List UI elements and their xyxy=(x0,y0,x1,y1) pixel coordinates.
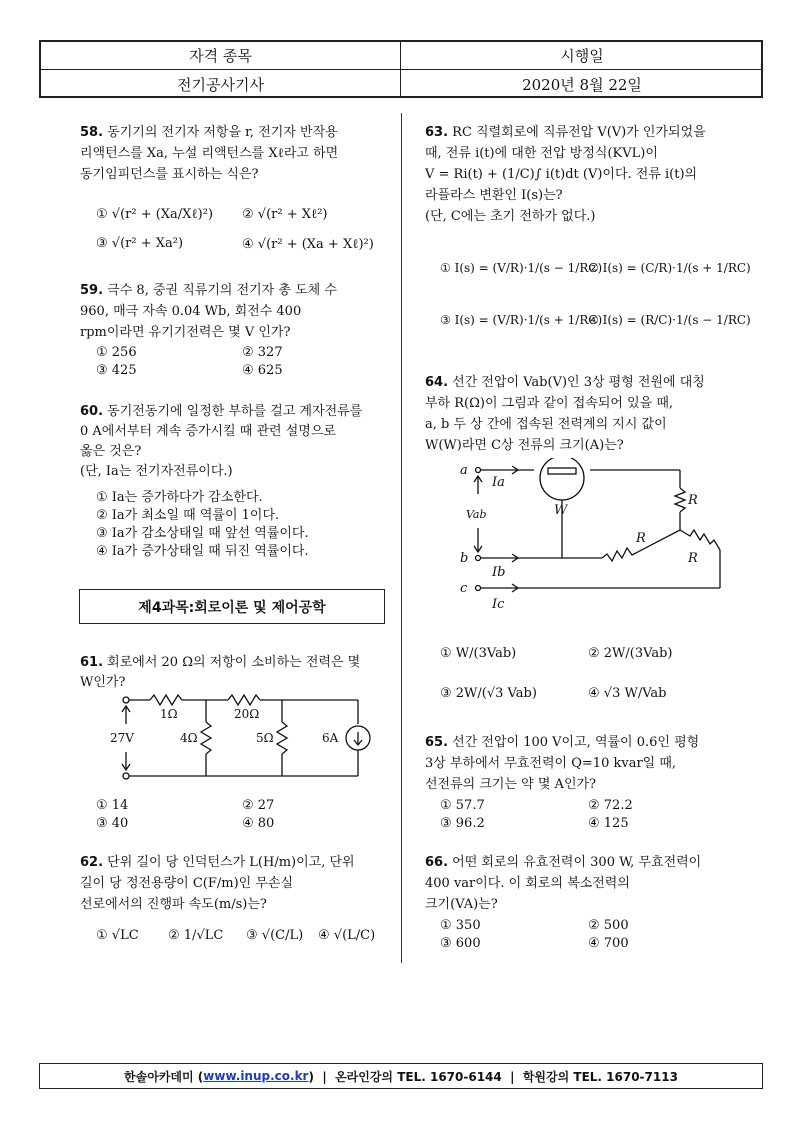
resistor-r3-label: R xyxy=(688,551,698,566)
option-4[interactable]: ④ I(s) = (R/C)·1/(s − 1/RC) xyxy=(588,313,751,327)
question-64-circuit xyxy=(452,458,737,618)
question-58-options xyxy=(96,194,396,264)
question-61-circuit xyxy=(110,692,380,784)
option-1[interactable]: ① Ia는 증가하다가 감소한다. xyxy=(96,490,263,505)
question-text: 동기기의 전기자 저항을 r, 전기자 반작용 리액턴스를 Xa, 누설 리액턴스를 Xℓ라고 하면 동기임피던스를 표시하는 식은? xyxy=(80,125,339,182)
option-4[interactable]: ④ √(L/C) xyxy=(318,928,376,943)
option-1[interactable]: ① 350 xyxy=(440,918,481,933)
option-2[interactable]: ② 1/√LC xyxy=(168,928,224,943)
question-number: 59. xyxy=(80,283,104,298)
question-62 xyxy=(80,852,395,915)
resistor-r2-label: R xyxy=(636,531,646,546)
wattmeter-label: W xyxy=(554,503,568,518)
current-a-label: Ia xyxy=(492,475,505,490)
question-number: 63. xyxy=(425,125,449,140)
question-number: 58. xyxy=(80,125,104,140)
option-2[interactable]: ② 2W/(3Vab) xyxy=(588,646,673,661)
current-label: 6A xyxy=(322,731,339,745)
column-divider xyxy=(401,113,402,963)
resistor-3-label: 4Ω xyxy=(180,731,198,745)
page-footer xyxy=(39,1063,763,1089)
option-2[interactable]: ② 500 xyxy=(588,918,629,933)
question-62-options xyxy=(96,928,396,954)
question-61 xyxy=(80,653,395,693)
terminal-c-label: c xyxy=(460,581,468,596)
question-text: 선간 전압이 100 V이고, 역률이 0.6인 평형 3상 부하에서 무효전력이 Q=10 kvar일 때, 선전류의 크기는 약 몇 A인가? xyxy=(425,735,700,792)
exam-header-table xyxy=(39,40,763,98)
option-4[interactable]: ④ √(r² + (Xa + Xℓ)²) xyxy=(242,237,374,252)
question-65 xyxy=(425,732,735,795)
question-text: 극수 8, 중권 직류기의 전기자 총 도체 수 960, 매극 자속 0.04 Wb, 회전수 400 rpm이라면 유기기전력은 몇 V 인가? xyxy=(80,283,337,340)
current-c-label: Ic xyxy=(492,597,505,612)
question-number: 64. xyxy=(425,375,449,390)
resistor-1-label: 1Ω xyxy=(160,707,178,721)
option-4[interactable]: ④ 80 xyxy=(242,816,275,831)
option-3[interactable]: ③ 600 xyxy=(440,936,481,951)
option-4[interactable]: ④ 625 xyxy=(242,363,283,378)
option-1[interactable]: ① W/(3Vab) xyxy=(440,646,517,661)
question-text: 선간 전압이 Vab(V)인 3상 평형 전원에 대칭 부하 R(Ω)이 그림과 같이 접속되어 있을 때, a, b 두 상 간에 접속된 전력계의 지시 값이 W(W)라면 C상 전류의 크기(A)는? xyxy=(425,375,705,453)
question-64 xyxy=(425,372,735,456)
option-3[interactable]: ③ √(C/L) xyxy=(246,928,304,943)
option-1[interactable]: ① I(s) = (V/R)·1/(s − 1/RC) xyxy=(440,261,603,275)
option-3[interactable]: ③ 96.2 xyxy=(440,816,485,831)
option-1[interactable]: ① 256 xyxy=(96,345,137,360)
option-1[interactable]: ① 57.7 xyxy=(440,798,485,813)
question-61-options xyxy=(96,798,396,838)
question-number: 60. xyxy=(80,404,104,419)
question-text: 단위 길이 당 인덕턴스가 L(H/m)이고, 단위 길이 당 정전용량이 C(F/m)인 무손실 선로에서의 진행파 속도(m/s)는? xyxy=(80,855,355,912)
footer-website-link[interactable]: www.inup.co.kr xyxy=(203,1069,309,1083)
question-63-options xyxy=(440,255,751,345)
option-3[interactable]: ③ Ia가 감소상태일 때 앞선 역률이다. xyxy=(96,526,309,541)
option-2[interactable]: ② 327 xyxy=(242,345,283,360)
option-1[interactable]: ① √(r² + (Xa/Xℓ)²) xyxy=(96,207,214,222)
question-number: 61. xyxy=(80,655,104,670)
option-2[interactable]: ② √(r² + Xℓ²) xyxy=(242,207,328,222)
resistor-4-label: 5Ω xyxy=(256,731,274,745)
question-number: 66. xyxy=(425,855,449,870)
option-3[interactable]: ③ 2W/(√3 Vab) xyxy=(440,686,537,701)
question-63 xyxy=(425,122,735,227)
question-60-options xyxy=(96,486,396,558)
option-3[interactable]: ③ 40 xyxy=(96,816,129,831)
question-59 xyxy=(80,280,395,343)
voltage-vab-label: Vab xyxy=(466,508,487,521)
question-text: 회로에서 20 Ω의 저항이 소비하는 전력은 몇 W인가? xyxy=(80,655,361,690)
header-date-label: 시행일 xyxy=(560,47,604,65)
footer-prefix: 한솔아카데미 ( xyxy=(124,1069,204,1084)
header-date-value: 2020년 8월 22일 xyxy=(522,75,642,94)
option-3[interactable]: ③ 425 xyxy=(96,363,137,378)
question-text: 어떤 회로의 유효전력이 300 W, 무효전력이 400 var이다. 이 회로의 복소전력의 크기(VA)는? xyxy=(425,855,702,912)
option-4[interactable]: ④ 700 xyxy=(588,936,629,951)
resistor-2-label: 20Ω xyxy=(234,707,260,721)
option-4[interactable]: ④ Ia가 증가상태일 때 뒤진 역률이다. xyxy=(96,544,309,559)
header-subject-value: 전기공사기사 xyxy=(41,70,401,98)
terminal-b-label: b xyxy=(460,551,469,566)
resistor-r1-label: R xyxy=(688,493,698,508)
header-subject-label: 자격 종목 xyxy=(41,42,401,69)
option-1[interactable]: ① 14 xyxy=(96,798,129,813)
option-3[interactable]: ③ I(s) = (V/R)·1/(s + 1/RC) xyxy=(440,313,603,327)
question-66 xyxy=(425,852,735,915)
voltage-label: 27V xyxy=(110,731,134,745)
section-title-box: 제4과목:회로이론 및 제어공학 xyxy=(79,589,385,624)
question-66-options xyxy=(440,918,740,958)
option-4[interactable]: ④ 125 xyxy=(588,816,629,831)
footer-contact: ) | 온라인강의 TEL. 1670-6144 | 학원강의 TEL. 1670-7113 xyxy=(308,1069,678,1084)
question-text: RC 직렬회로에 직류전압 V(V)가 인가되었을 때, 전류 i(t)에 대한 전압 방정식(KVL)이 V = Ri(t) + (1/C)∫ i(t)dt (V)이다. 전류 i(t)의 라플라스 변환인 I(s)는? (단, C에는 초기 전하가 없다.) xyxy=(425,125,706,224)
question-text: 동기전동기에 일정한 부하를 걸고 계자전류를 0 A에서부터 계속 증가시킬 때 관련 설명으로 옳은 것은? (단, Ia는 전기자전류이다.) xyxy=(80,404,363,479)
option-2[interactable]: ② 27 xyxy=(242,798,275,813)
option-1[interactable]: ① √LC xyxy=(96,928,139,943)
option-2[interactable]: ② Ia가 최소일 때 역률이 1이다. xyxy=(96,508,280,523)
question-64-options xyxy=(440,640,740,710)
option-4[interactable]: ④ √3 W/Vab xyxy=(588,686,667,701)
question-58 xyxy=(80,122,395,185)
question-65-options xyxy=(440,798,740,838)
option-2[interactable]: ② I(s) = (C/R)·1/(s + 1/RC) xyxy=(588,261,751,275)
question-number: 65. xyxy=(425,735,449,750)
question-59-options xyxy=(96,345,396,385)
option-2[interactable]: ② 72.2 xyxy=(588,798,633,813)
question-60 xyxy=(80,402,395,482)
question-number: 62. xyxy=(80,855,104,870)
current-b-label: Ib xyxy=(492,565,506,580)
terminal-a-label: a xyxy=(460,463,468,478)
option-3[interactable]: ③ √(r² + Xa²) xyxy=(96,236,184,251)
